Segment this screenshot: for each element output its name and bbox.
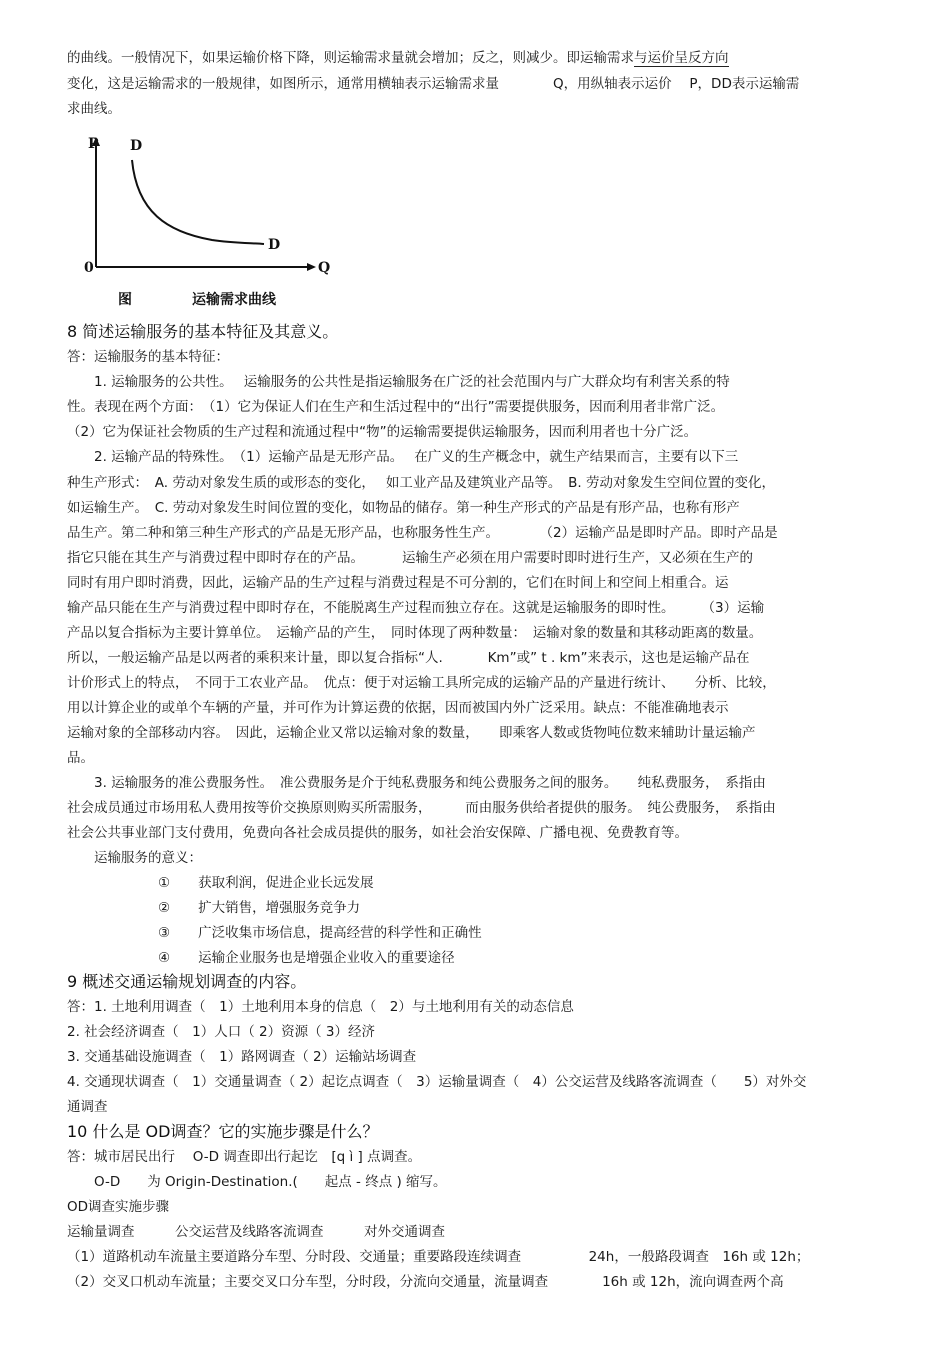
q10-line: O-D 为 Origin-Destination.( 起点 - 终点 ) 缩写。: [67, 1174, 447, 1190]
q9-line: 答：1. 土地利用调查（ 1）土地利用本身的信息（ 2）与土地利用有关的动态信息: [67, 999, 574, 1015]
q8-line: 种生产形式： A. 劳动对象发生质的或形态的变化， 如工业产品及建筑业产品等。 B. 劳动对象发生空间位置的变化，: [67, 475, 775, 491]
q8-line: 输产品只能在生产与消费过程中即时存在，不能脱离生产过程而独立存在。这就是运输服务的即时性。 （3）运输: [67, 600, 765, 616]
q10-line: OD调查实施步骤: [67, 1199, 170, 1215]
q8-line: 社会公共事业部门支付费用，免费向各社会成员提供的服务，如社会治安保障、广播电视、免费教育等。: [67, 825, 688, 841]
intro-line-1: [67, 48, 729, 68]
q8-line: 答：运输服务的基本特征：: [67, 349, 229, 365]
origin-label: 0: [84, 260, 94, 276]
intro-line-2: 变化，这是运输需求的一般规律，如图所示，通常用横轴表示运输需求量 Q，用纵轴表示运价 P，DD表示运输需: [67, 76, 800, 92]
q8-line: 指它只能在其生产与消费过程中即时存在的产品。 运输生产必须在用户需要时即时进行生产，又必须在生产的: [67, 550, 754, 566]
q8-line: 社会成员通过市场用私人费用按等价交换原则购买所需服务， 而由服务供给者提供的服务。 纯公费服务， 系指由: [67, 800, 776, 816]
item-text: 广泛收集市场信息，提高经营的科学性和正确性: [198, 925, 482, 941]
item-number: ④: [158, 950, 171, 966]
q10-heading: 10 什么是 OD调查？它的实施步骤是什么？: [67, 1122, 379, 1141]
q8-line: 3. 运输服务的准公费服务性。 准公费服务是介于纯私费服务和纯公费服务之间的服务。 纯私费服务， 系指由: [67, 775, 766, 791]
figure-caption: 运输需求曲线: [192, 292, 276, 308]
q8-line: 同时有用户即时消费，因此，运输产品的生产过程与消费过程是不可分割的，它们在时间上和空间上相重合。运: [67, 575, 729, 591]
y-axis-label: P: [88, 136, 99, 152]
intro-line-3: 求曲线。: [67, 101, 121, 117]
demand-curve-svg: [82, 132, 332, 312]
q8-line: 计价形式上的特点， 不同于工农业产品。 优点：便于对运输工具所完成的运输产品的产量进行统计、 分析、比较，: [67, 675, 776, 691]
demand-curve: [132, 160, 264, 244]
q9-line: 3. 交通基础设施调查（ 1）路网调查（ 2）运输站场调查: [67, 1049, 417, 1065]
item-number: ②: [158, 900, 171, 916]
q8-line: 用以计算企业的或单个车辆的产量，并可作为计算运费的依据，因而被国内外广泛采用。缺点：不能准确地表示: [67, 700, 729, 716]
q10-line: （1）道路机动车流量主要道路分车型、分时段、交通量；重要路段连续调查 24h，一般路段调查 16h 或 12h；: [67, 1249, 810, 1265]
q9-line: 2. 社会经济调查（ 1）人口（ 2）资源（ 3）经济: [67, 1024, 376, 1040]
intro-line-1-text: 的曲线。一般情况下，如果运输价格下降，则运输需求量就会增加；反之，则减少。即运输需求: [67, 50, 634, 66]
q8-line: 产品以复合指标为主要计算单位。 运输产品的产生， 同时体现了两种数量： 运输对象的数量和其移动距离的数量。: [67, 625, 763, 641]
x-axis-arrow: [307, 263, 316, 271]
significance-item: [158, 898, 360, 918]
q8-line: 性。表现在两个方面： （1）它为保证人们在生产和生活过程中的“出行”需要提供服务，因而利用者非常广泛。: [67, 399, 725, 415]
figure-caption-prefix: 图: [118, 292, 132, 308]
q8-line: 运输服务的意义：: [67, 850, 202, 866]
item-text: 扩大销售，增强服务竞争力: [198, 900, 361, 916]
intro-underlined-text: 与运价呈反方向: [634, 50, 729, 66]
q10-line: 运输量调查 公交运营及线路客流调查 对外交通调查: [67, 1224, 445, 1240]
q9-line: 4. 交通现状调查（ 1）交通量调查（ 2）起讫点调查（ 3）运输量调查（ 4）公交运营及线路客流调查（ 5）对外交: [67, 1074, 807, 1090]
q8-line: 如运输生产。 C. 劳动对象发生时间位置的变化，如物品的储存。第一种生产形式的产品是有形产品，也称有形产: [67, 500, 740, 516]
q8-line: 所以，一般运输产品是以两者的乘积来计量，即以复合指标“人. Km”或” t . km”来表示，这也是运输产品在: [67, 650, 750, 666]
q9-heading: 9 概述交通运输规划调查的内容。: [67, 972, 307, 991]
item-text: 运输企业服务也是增强企业收入的重要途径: [198, 950, 455, 966]
curve-end-label: D: [268, 237, 281, 253]
item-number: ③: [158, 925, 171, 941]
curve-start-label: D: [130, 138, 143, 154]
x-axis-label: Q: [318, 260, 331, 276]
q8-line: 品生产。第二种和第三种生产形式的产品是无形产品，也称服务性生产。 （2）运输产品是即时产品。即时产品是: [67, 525, 778, 541]
q8-line: 1. 运输服务的公共性。 运输服务的公共性是指运输服务在广泛的社会范围内与广大群众均有利害关系的特: [67, 374, 730, 390]
q8-line: 品。: [67, 750, 94, 766]
q9-line: 通调查: [67, 1099, 108, 1115]
item-number: ①: [158, 875, 171, 891]
significance-item: [158, 873, 374, 893]
q8-line: 2. 运输产品的特殊性。 （1）运输产品是无形产品。 在广义的生产概念中，就生产结果而言，主要有以下三: [67, 449, 739, 465]
significance-item: [158, 923, 482, 943]
q8-line: 运输对象的全部移动内容。 因此，运输企业又常以运输对象的数量， 即乘客人数或货物吨位数来辅助计量运输产: [67, 725, 756, 741]
demand-curve-figure: [82, 132, 332, 312]
q8-line: （2）它为保证社会物质的生产过程和流通过程中“物”的运输需要提供运输服务，因而利用者也十分广泛。: [67, 424, 698, 440]
q8-heading: 8 简述运输服务的基本特征及其意义。: [67, 322, 339, 341]
item-text: 获取利润，促进企业长远发展: [198, 875, 374, 891]
q10-line: 答：城市居民出行 O-D 调查即出行起讫 [q ì ] 点调查。: [67, 1149, 422, 1165]
significance-item: [158, 948, 455, 968]
q10-line: （2）交叉口机动车流量；主要交叉口分车型，分时段，分流向交通量，流量调查 16h 或 12h，流向调查两个高: [67, 1274, 784, 1290]
